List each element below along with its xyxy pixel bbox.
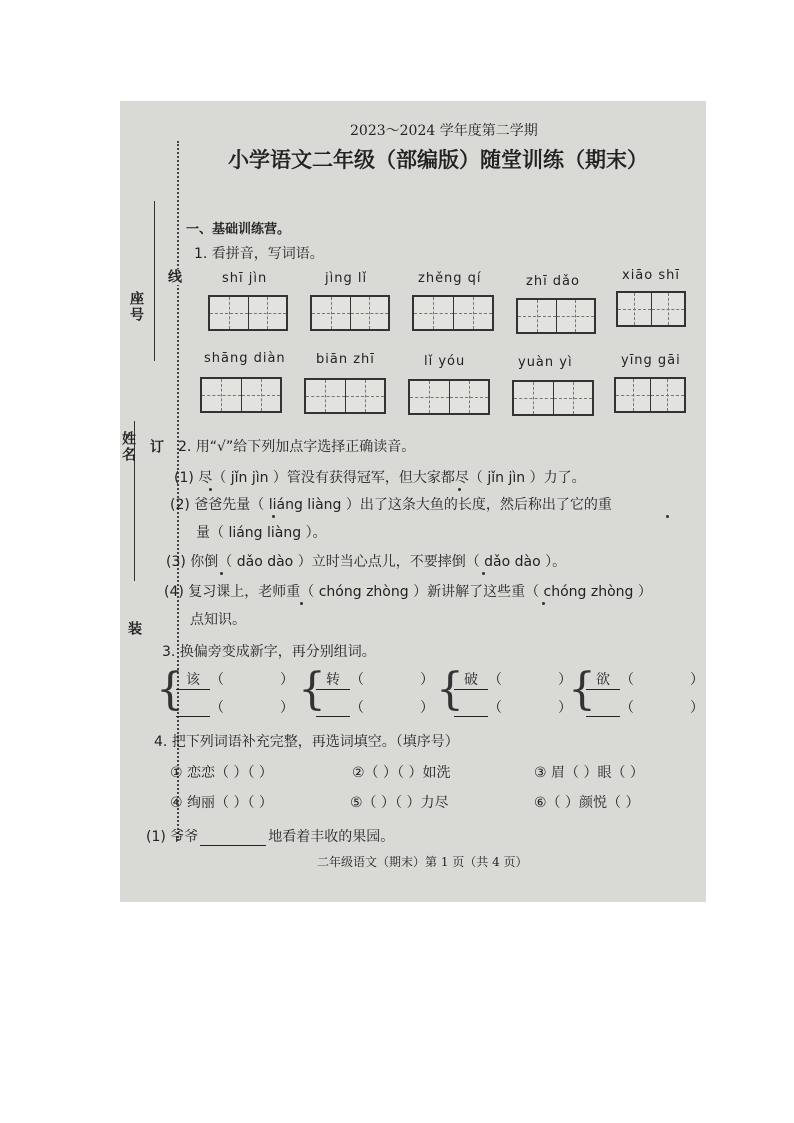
emphasis-dot [458, 488, 461, 491]
year-heading: 2023～2024 学年度第二学期 [350, 123, 538, 139]
source-char: 欲 [586, 669, 620, 690]
idiom-blank[interactable]: ⑥（ ）颜悦（ ） [534, 795, 640, 811]
word-group[interactable]: （ ） [176, 697, 294, 717]
brace-icon: { [156, 664, 184, 715]
emphasis-dot [300, 602, 303, 605]
idiom-blank[interactable]: ① 恋恋（ ）（ ） [170, 765, 273, 781]
page-title: 小学语文二年级（部编版）随堂训练（期末） [228, 147, 648, 172]
word-group[interactable]: （ ） [316, 697, 434, 717]
brace-icon: { [568, 664, 596, 715]
section-title: 一、基础训练营。 [186, 222, 291, 237]
writing-grid[interactable] [616, 291, 686, 327]
idiom-blank[interactable]: ②（ ）（ ）如洗 [352, 765, 451, 781]
pinyin-label: zhěng qí [418, 271, 482, 286]
answer-blank[interactable] [200, 829, 266, 846]
pinyin-label: xiāo shī [622, 268, 680, 283]
word-group: 破 （ ） [454, 669, 572, 690]
pinyin-label: lǐ yóu [424, 354, 466, 369]
idiom-blank[interactable]: ③ 眉（ ）眼（ ） [534, 765, 644, 781]
brace-icon: { [298, 664, 326, 715]
idiom-blank[interactable]: ⑤（ ）（ ）力尽 [350, 795, 449, 811]
brace-icon: { [436, 664, 464, 715]
name-label: 姓名 [120, 431, 136, 463]
writing-grid[interactable] [512, 380, 594, 416]
seat-label: 座号 [128, 291, 144, 323]
pinyin-label: jìng lǐ [325, 271, 368, 286]
writing-grid[interactable] [516, 298, 596, 334]
writing-grid[interactable] [200, 377, 282, 413]
question-2-item: (3) 你倒（ dǎo dào ）立时当心点儿，不要摔倒（ dǎo dào ）。 [166, 554, 567, 570]
question-1-title: 1. 看拼音，写词语。 [194, 246, 324, 262]
word-group[interactable]: （ ） [454, 697, 572, 717]
writing-grid[interactable] [304, 378, 386, 414]
question-3-title: 3. 换偏旁变成新字，再分别组词。 [162, 644, 376, 660]
source-char: 转 [316, 669, 350, 690]
page-footer: 二年级语文（期末）第 1 页（共 4 页） [317, 855, 528, 869]
writing-grid[interactable] [614, 377, 686, 413]
emphasis-dot [272, 515, 275, 518]
question-2-title: 2. 用“√”给下列加点字选择正确读音。 [178, 439, 416, 455]
pinyin-label: biān zhī [316, 352, 375, 367]
question-2-item: (1) 尽（ jǐn jìn ）管没有获得冠军，但大家都尽（ jǐn jìn ）力了。 [174, 470, 586, 486]
word-group: 欲 （ ） [586, 669, 704, 690]
emphasis-dot [482, 572, 485, 575]
writing-grid[interactable] [408, 379, 490, 415]
pinyin-label: shī jìn [222, 271, 268, 286]
question-2-item: (4) 复习课上，老师重（ chóng zhòng ）新讲解了这些重（ chóng zhòng ） [164, 584, 652, 600]
source-char: 该 [176, 669, 210, 690]
question-2-item: (2) 爸爸先量（ liáng liàng ）出了这条大鱼的长度，然后称出了它的重 [170, 497, 612, 513]
emphasis-dot [220, 572, 223, 575]
writing-grid[interactable] [208, 295, 288, 331]
emphasis-dot [209, 488, 212, 491]
writing-grid[interactable] [310, 295, 390, 331]
source-char: 破 [454, 669, 488, 690]
pinyin-label: zhī dǎo [526, 274, 580, 289]
writing-grid[interactable] [412, 295, 494, 331]
word-group[interactable]: （ ） [586, 697, 704, 717]
exam-page [120, 101, 706, 902]
word-group: 转 （ ） [316, 669, 434, 690]
fill-sentence: (1) 爷爷 地看着丰收的果园。 [146, 829, 395, 845]
emphasis-dot [666, 515, 669, 518]
binding-ding-label: 订 [148, 439, 164, 455]
question-2-item: 量（ liáng liàng ）。 [196, 525, 327, 541]
question-4-title: 4. 把下列词语补充完整，再选词填空。（填序号） [154, 734, 459, 750]
binding-line-label: 线 [166, 269, 182, 285]
pinyin-label: shāng diàn [204, 351, 286, 366]
pinyin-label: yuàn yì [518, 355, 573, 370]
word-group: 该 （ ） [176, 669, 294, 690]
idiom-blank[interactable]: ④ 绚丽（ ）（ ） [170, 795, 273, 811]
question-2-item: 点知识。 [190, 612, 246, 628]
seat-line [154, 201, 155, 361]
emphasis-dot [542, 602, 545, 605]
pinyin-label: yīng gāi [621, 353, 681, 368]
binding-zhuang-label: 装 [126, 621, 142, 637]
